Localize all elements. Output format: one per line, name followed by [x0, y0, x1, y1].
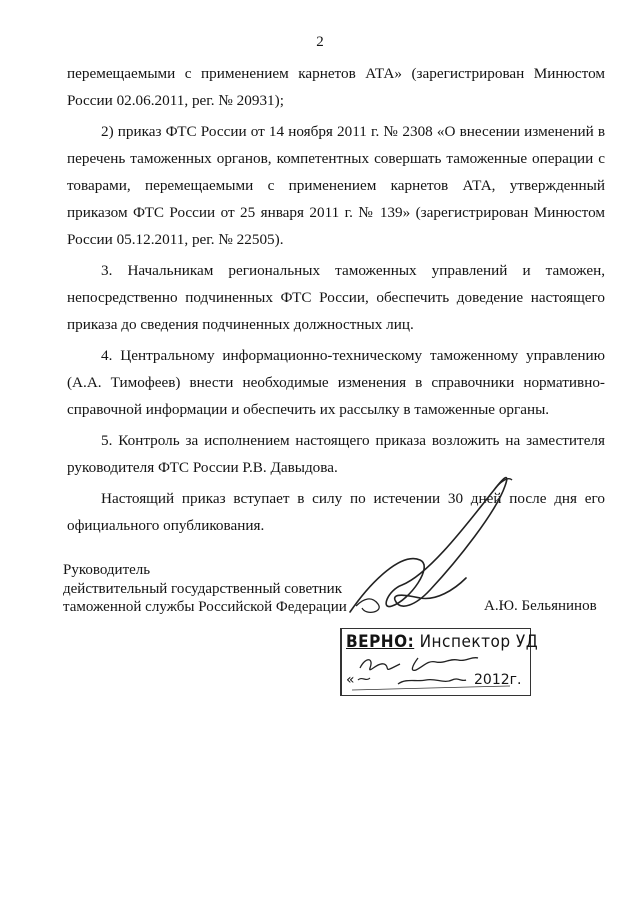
- signer-name: А.Ю. Бельянинов: [484, 598, 597, 614]
- stamp-handwriting: [340, 628, 540, 708]
- page-number: 2: [316, 34, 324, 50]
- paragraph-item-3: 3. Начальникам региональных таможенных управлений и таможен, непосредственно подчиненных ФТС России, обеспечить доведение настоящего приказа до сведения подчиненных должностных лиц.: [67, 262, 605, 333]
- stamp-position: Инспектор УД: [419, 632, 539, 652]
- stamp-verno: ВЕРНО:: [346, 632, 415, 652]
- paragraph-item-5: 5. Контроль за исполнением настоящего приказа возложить на заместителя руководителя ФТС России Р.В. Давыдова.: [67, 432, 605, 476]
- paragraph-continuation: перемещаемыми с применением карнетов АТА» (зарегистрирован Минюстом России 02.06.2011, рег. № 20931);: [67, 65, 605, 109]
- certification-stamp: [340, 628, 539, 696]
- signatory-rank: действительный государственный советник: [63, 580, 343, 597]
- paragraph-item-4: 4. Центральному информационно-техническому таможенному управлению (А.А. Тимофеев) внести необходимые изменения в справочники нормативно-справочной информации и обеспечить их рассылку в таможенные органы.: [67, 347, 605, 418]
- stamp-date-open-quote: «: [346, 672, 355, 688]
- paragraph-effective-date: Настоящий приказ вступает в силу по истечении 30 дней после дня его официального опубликования.: [67, 490, 605, 534]
- signatory-title: Руководитель: [63, 562, 151, 578]
- signatory-rank-cont: таможенной службы Российской Федерации: [63, 599, 347, 615]
- paragraph-item-2: 2) приказ ФТС России от 14 ноября 2011 г. № 2308 «О внесении изменений в перечень таможенных органов, компетентных совершать таможенные операции с товарами, перемещаемыми с применением карнетов АТА, утвержденный приказом ФТС России от 25 января 2011 г. № 139» (зарегистрирован Минюстом России 05.12.2011, рег. № 22505).: [67, 123, 605, 248]
- stamp-year: 2012г.: [474, 672, 522, 688]
